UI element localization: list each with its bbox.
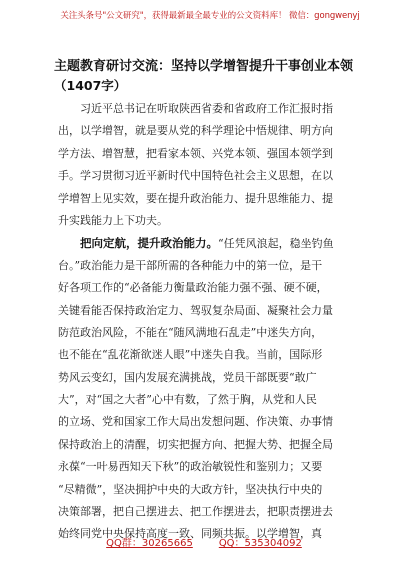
paragraph-line: 永葆“一叶易西知天下秋”的政治敏锐性和鉴别力；又要	[58, 460, 323, 474]
paragraph-line: “尽精微”，坚决拥护中央的大政方针，坚决执行中央的	[58, 482, 323, 496]
paragraph-line: 防范政治风险，不能在“随风满地石乱走”中迷失方向，	[58, 325, 323, 339]
paragraph-text: “任凭风浪起，稳坐钓鱼	[218, 237, 334, 251]
word-count: （1407字）	[54, 78, 127, 93]
paragraph-line: 习近平总书记在听取陕西省委和省政府工作汇报时指	[80, 102, 333, 115]
paragraph-line: 保持政治上的清醒，切实把握方向、把握大势、把握全局	[58, 437, 333, 451]
paragraph-line: 好各项工作的“必备能力衡量政治能力强不强、硬不硬，	[58, 281, 328, 295]
qq-group-number: QQ群：30265665	[106, 538, 193, 549]
paragraph-line: 大”，对“国之大者”心中有数，了然于胸，从党和人民	[58, 393, 317, 407]
paragraph-line: 关键看能否保持政治定力、驾驭复杂局面、凝聚社会力量	[58, 303, 333, 317]
header-banner: 关注头条号"公文研究"，获得最新最全最专业的公文资料库！ 微信：gongwenyj	[60, 11, 360, 21]
qq-number: QQ：535304092	[218, 538, 302, 549]
paragraph-line: 出，以学增智，就是要从党的科学理论中悟规律、明方向	[58, 124, 333, 138]
document-title: 主题教育研讨交流：坚持以学增智提升干事创业本领	[54, 59, 354, 74]
paragraph-line: 台。”政治能力是干部所需的各种能力中的第一位，是干	[58, 258, 323, 272]
paragraph-line: 决策部署，把自己摆进去、把工作摆进去，把职责摆进去	[58, 505, 333, 519]
paragraph-line: 学方法、增智慧，把看家本领、兴党本领、强国本领学到	[58, 146, 333, 160]
footer-contacts	[0, 534, 408, 549]
paragraph-line: 始终同党中央保持高度一致、同频共振。以学增智，真	[58, 527, 322, 541]
paragraph-line: 升实践能力上下功夫。	[58, 213, 168, 227]
paragraph-line: 也不能在“乱花渐欲迷人眼”中迷失自我。当前，国际形	[58, 348, 323, 362]
document-body	[58, 98, 358, 546]
paragraph-line: 的立场、党和国家工作大局出发想问题、作决策、办事情	[58, 415, 333, 429]
paragraph-line: 势风云变幻，国内发展充满挑战，党员干部既要“敢广	[58, 370, 317, 384]
paragraph-line: 学增智上见实效，要在提升政治能力、提升思维能力、提	[58, 191, 333, 205]
paragraph-line: 手。学习贯彻习近平新时代中国特色社会主义思想，在以	[58, 169, 333, 183]
section-heading: 把向定航，提升政治能力。	[80, 236, 218, 251]
paragraph-heading-line	[58, 232, 358, 254]
